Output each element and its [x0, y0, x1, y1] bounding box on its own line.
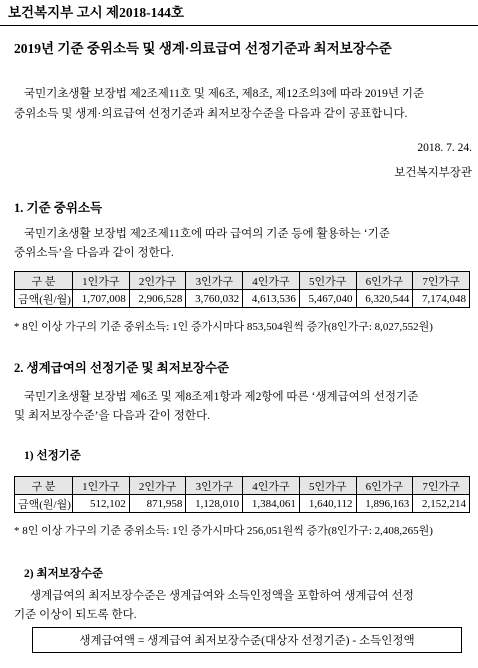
- document-title: 2019년 기준 중위소득 및 생계·의료급여 선정기준과 최저보장수준: [14, 41, 392, 56]
- table-header-cell: 4인가구: [243, 477, 300, 495]
- notice-number-header: 보건복지부 고시 제2018-144호: [8, 5, 184, 20]
- table-cell: 1,896,163: [356, 495, 413, 513]
- table-cell: 4,613,536: [243, 290, 300, 308]
- section2-line-1: 국민기초생활 보장법 제6조 및 제8조제1항과 제2항에 따른 ‘생계급여의 선정기준: [24, 391, 419, 403]
- table-cell: 1,640,112: [299, 495, 356, 513]
- table-header-cell: 7인가구: [413, 477, 470, 495]
- table-header-cell: 3인가구: [186, 272, 243, 290]
- signer: 보건복지부장관: [394, 167, 472, 179]
- table-header-cell: 6인가구: [356, 477, 413, 495]
- intro-line-1: 국민기초생활 보장법 제2조제11호 및 제6조, 제8조, 제12조의3에 따라 2019년 기준: [24, 88, 425, 100]
- table-header-cell: 6인가구: [356, 272, 413, 290]
- section2-line-2: 및 최저보장수준’을 다음과 같이 정한다.: [14, 410, 210, 422]
- sub2-line-1: 생계급여의 최저보장수준은 생계급여와 소득인정액을 포함하여 생계급여 선정: [30, 590, 414, 602]
- table-header-cell: 5인가구: [299, 272, 356, 290]
- sub1-heading: 1) 선정기준: [24, 450, 81, 462]
- table-cell: 3,760,032: [186, 290, 243, 308]
- table-row: [15, 495, 470, 513]
- table-header-cell: 2인가구: [129, 477, 186, 495]
- sub1-note: * 8인 이상 가구의 기준 중위소득: 1인 증가시마다 256,051원씩 증가(8인가구: 2,408,265원): [14, 525, 433, 537]
- table-row-label: 금액(원/월): [15, 290, 73, 308]
- selection-criteria-table: [14, 476, 470, 513]
- table-row: [15, 290, 470, 308]
- header-rule: [0, 25, 478, 26]
- sub2-heading: 2) 최저보장수준: [24, 568, 104, 580]
- notice-date: 2018. 7. 24.: [417, 142, 472, 154]
- table-cell: 1,384,061: [243, 495, 300, 513]
- table-header-cell: 7인가구: [413, 272, 470, 290]
- table-header-cell: 1인가구: [73, 272, 130, 290]
- table-header-cell: 1인가구: [73, 477, 130, 495]
- table-row-label: 금액(원/월): [15, 495, 73, 513]
- benefit-formula-box: [32, 627, 462, 653]
- section1-note: * 8인 이상 가구의 기준 중위소득: 1인 증가시마다 853,504원씩 증가(8인가구: 8,027,552원): [14, 321, 433, 333]
- table-cell: 1,707,008: [73, 290, 130, 308]
- table-header-cell: 4인가구: [243, 272, 300, 290]
- table-cell: 6,320,544: [356, 290, 413, 308]
- intro-line-2: 중위소득 및 생계·의료급여 선정기준과 최저보장수준을 다음과 같이 공표합니다.: [14, 108, 408, 120]
- median-income-table: [14, 271, 470, 308]
- section2-heading: 2. 생계급여의 선정기준 및 최저보장수준: [14, 361, 230, 375]
- table-cell: 512,102: [73, 495, 130, 513]
- table-cell: 2,152,214: [413, 495, 470, 513]
- section1-line-2: 중위소득’을 다음과 같이 정한다.: [14, 247, 174, 259]
- table-cell: 7,174,048: [413, 290, 470, 308]
- section1-heading: 1. 기준 중위소득: [14, 201, 103, 215]
- table-header-cell: 구 분: [15, 477, 73, 495]
- benefit-formula: 생계급여액 = 생계급여 최저보장수준(대상자 선정기준) - 소득인정액: [79, 635, 415, 647]
- table-header-cell: 구 분: [15, 272, 73, 290]
- table-header-row: [15, 477, 470, 495]
- table-cell: 871,958: [129, 495, 186, 513]
- table-cell: 5,467,040: [299, 290, 356, 308]
- table-header-row: [15, 272, 470, 290]
- table-header-cell: 5인가구: [299, 477, 356, 495]
- section1-line-1: 국민기초생활 보장법 제2조제11호에 따라 급여의 기준 등에 활용하는 ‘기준: [24, 228, 390, 240]
- sub2-line-2: 기준 이상이 되도록 한다.: [14, 609, 137, 621]
- table-cell: 2,906,528: [129, 290, 186, 308]
- table-cell: 1,128,010: [186, 495, 243, 513]
- table-header-cell: 3인가구: [186, 477, 243, 495]
- table-header-cell: 2인가구: [129, 272, 186, 290]
